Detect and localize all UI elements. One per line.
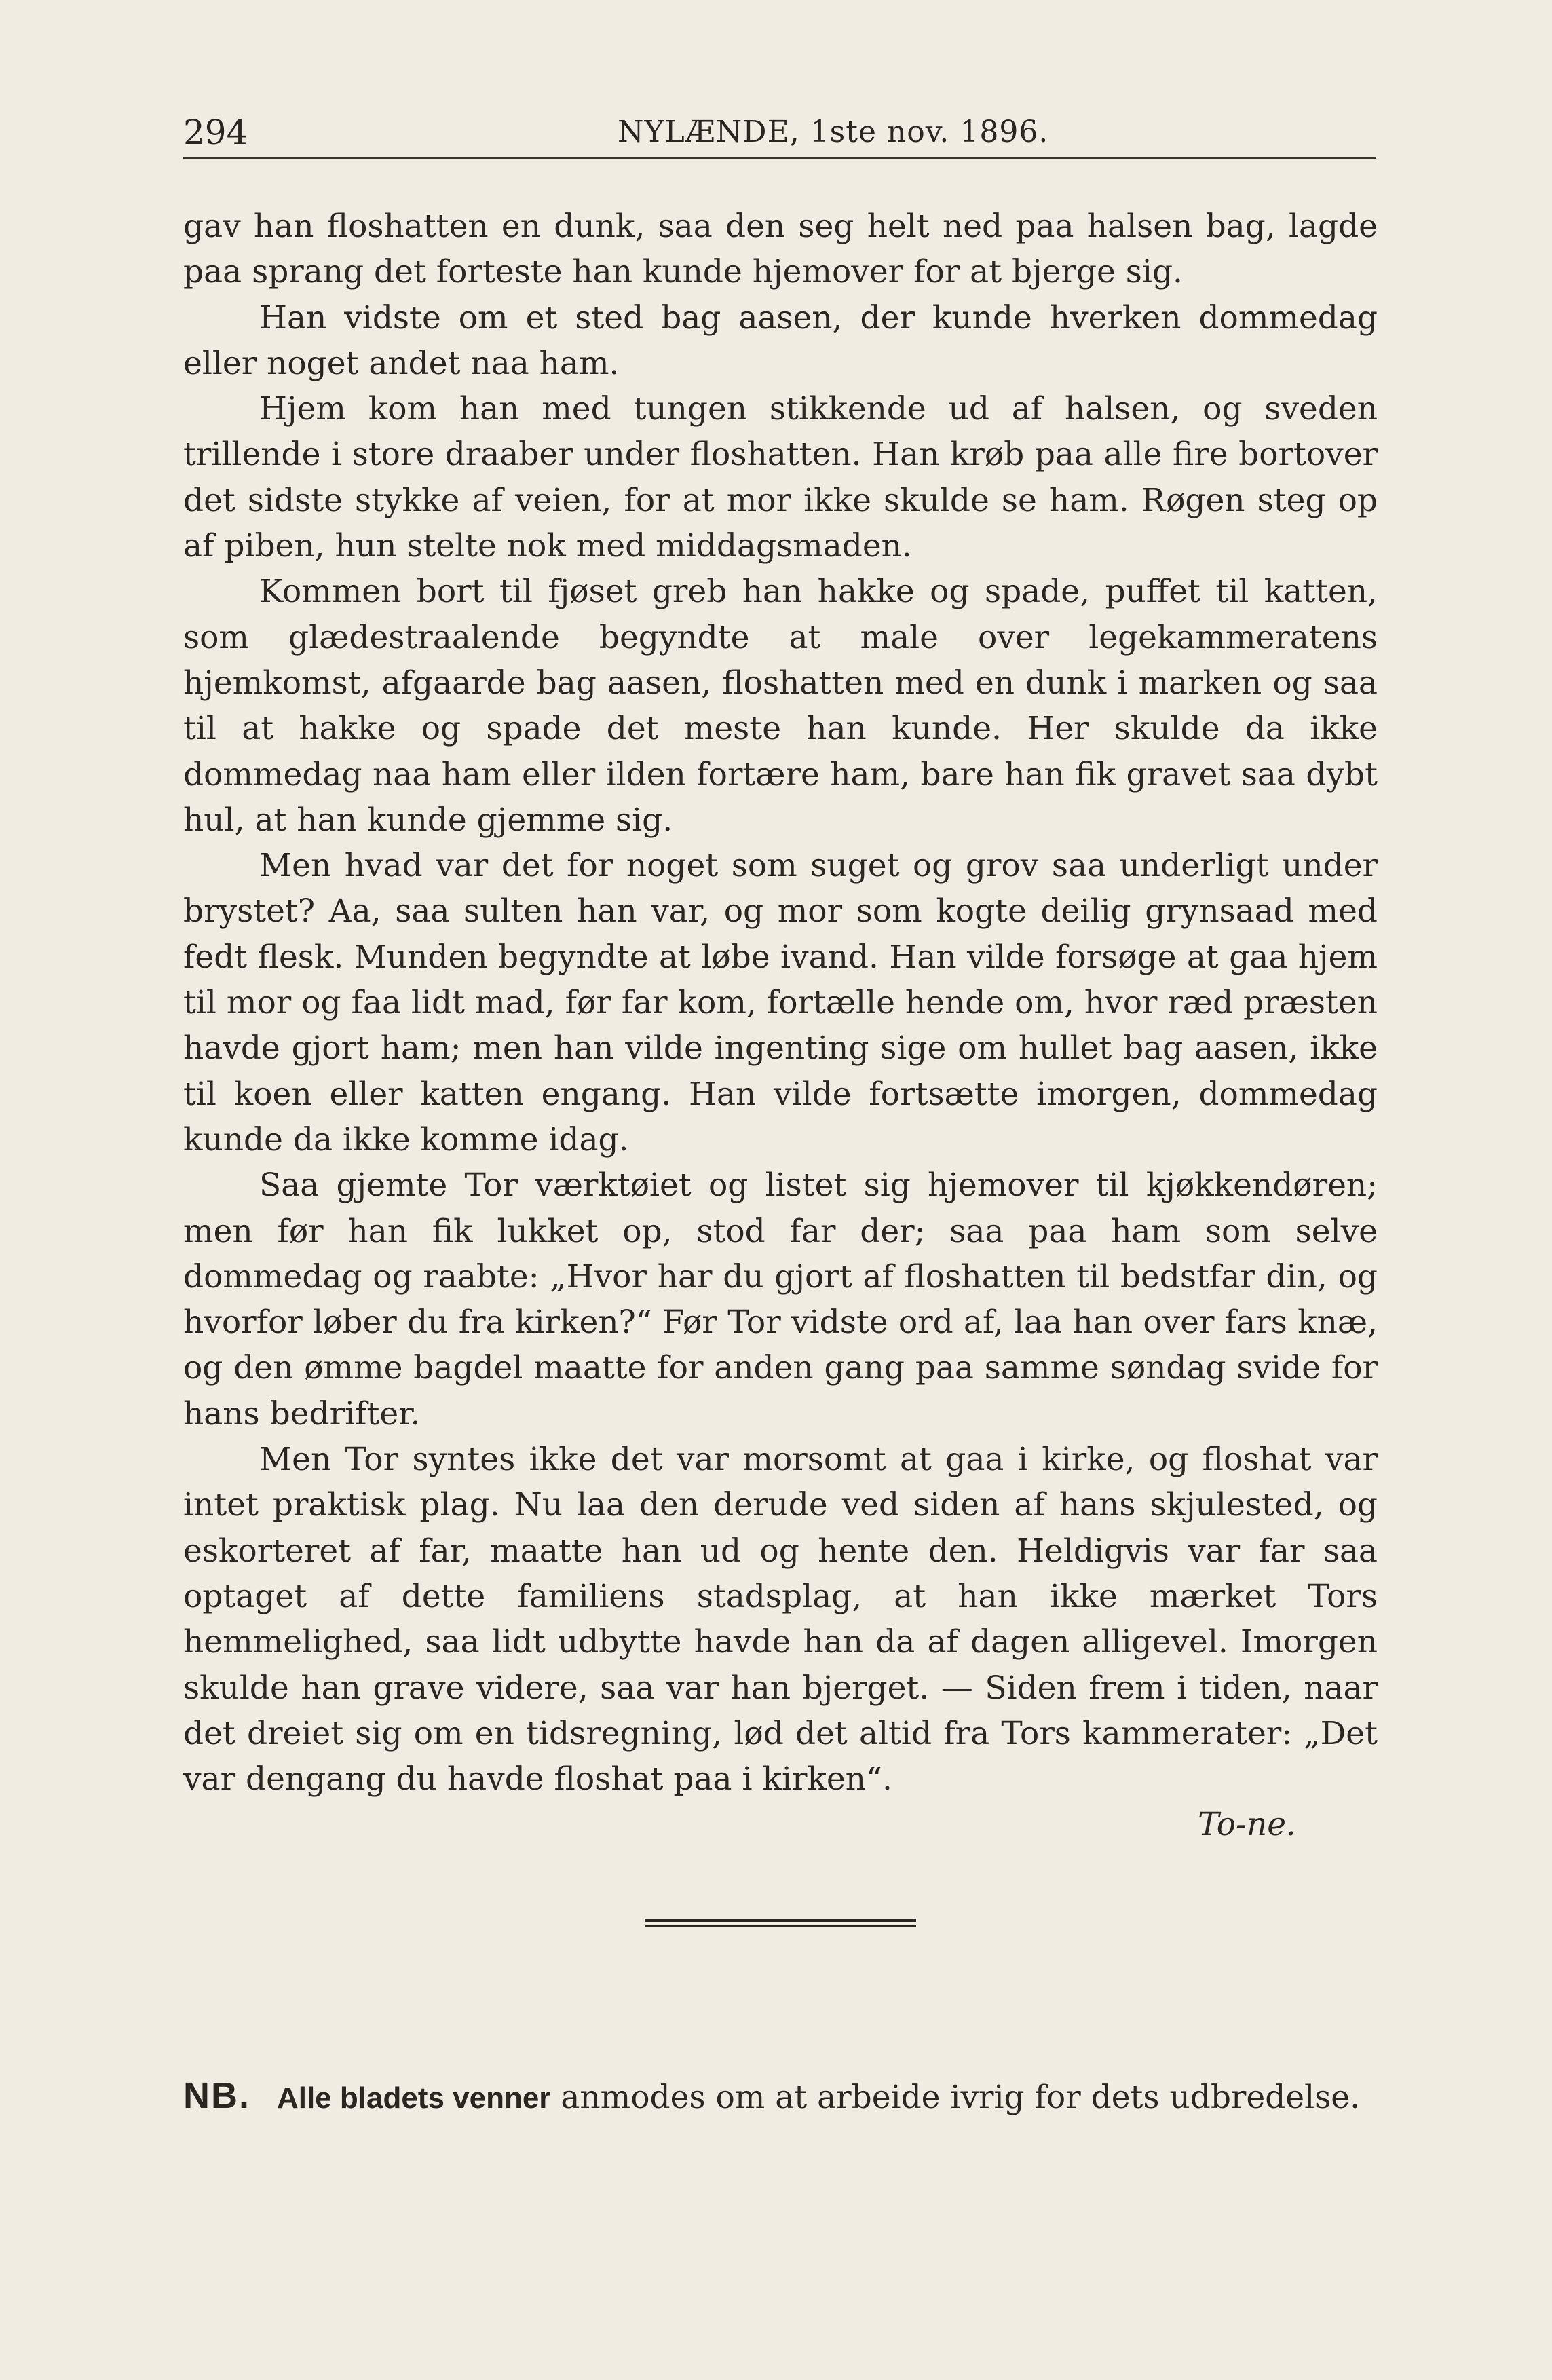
page-number: 294	[183, 113, 248, 152]
author-signature: To-ne.	[1198, 1806, 1296, 1844]
story-text	[183, 204, 1378, 1848]
paragraph-7: Men Tor syntes ikke det var morsomt at gaa i kirke, og floshat var intet praktisk plag. Nu laa den derude ved siden af hans skjulested, og eskorteret af far, maatte han ud og hente den. Heldigvis var far saa optaget af dette familiens stadsplag, at han ikke mærket Tors hemmelighed, saa lidt udbytte havde han da af dagen alligevel. Imorgen skulde han grave videre, saa var han bjerget. — Siden frem i tiden, naar det dreiet sig om en tidsregning, lød det altid fra Tors kammerater: „Det var dengang du havde floshat paa i kirken“.	[183, 1441, 1378, 1798]
notice-text: anmodes om at arbeide ivrig for dets udbredelse.	[561, 2079, 1361, 2116]
section-divider	[645, 1919, 916, 1928]
notice-bold-text: Alle bladets venner	[276, 2081, 551, 2115]
running-head: NYLÆNDE, 1ste nov. 1896.	[618, 115, 1049, 149]
page-header	[183, 109, 1376, 156]
paragraph-2: Han vidste om et sted bag aasen, der kunde hverken dommedag eller noget andet naa ham.	[183, 299, 1378, 382]
paragraph-4: Kommen bort til fjøset greb han hakke og spade, puffet til katten, som glædestraalende begyndte at male over legekammeratens hjemkomst, afgaarde bag aasen, floshatten med en dunk i marken og saa til at hakke og spade det meste han kunde. Her skulde da ikke dommedag naa ham eller ilden fortære ham, bare han fik gravet saa dybt hul, at han kunde gjemme sig.	[183, 573, 1378, 839]
paragraph-1: gav han floshatten en dunk, saa den seg helt ned paa halsen bag, lagde paa sprang det forteste han kunde hjemover for at bjerge sig.	[183, 208, 1378, 291]
notice-label: NB.	[183, 2075, 250, 2116]
paragraph-6: Saa gjemte Tor værktøiet og listet sig hjemover til kjøkkendøren; men før han fik lukket op, stod far der; saa paa ham som selve dommedag og raabte: „Hvor har du gjort af floshatten til bedstfar din, og hvorfor løber du fra kirken?“ Før Tor vidste ord af, laa han over fars knæ, og den ømme bagdel maatte for anden gang paa samme søndag svide for hans bedrifter.	[183, 1167, 1378, 1433]
notice	[183, 2073, 1378, 2121]
header-rule	[183, 157, 1376, 159]
paragraph-3: Hjem kom han med tungen stikkende ud af halsen, og sveden trillende i store draaber under floshatten. Han krøb paa alle fire bortover det sidste stykke af veien, for at mor ikke skulde se ham. Røgen steg op af piben, hun stelte nok med middagsmaden.	[183, 390, 1378, 565]
paragraph-5: Men hvad var det for noget som suget og grov saa underligt under brystet? Aa, saa sulten han var, og mor som kogte deilig grynsaad med fedt flesk. Munden begyndte at løbe ivand. Han vilde forsøge at gaa hjem til mor og faa lidt mad, før far kom, fortælle hende om, hvor ræd præsten havde gjort ham; men han vilde ingenting sige om hullet bag aasen, ikke til koen eller katten engang. Han vilde fortsætte imorgen, dommedag kunde da ikke komme idag.	[183, 847, 1378, 1158]
